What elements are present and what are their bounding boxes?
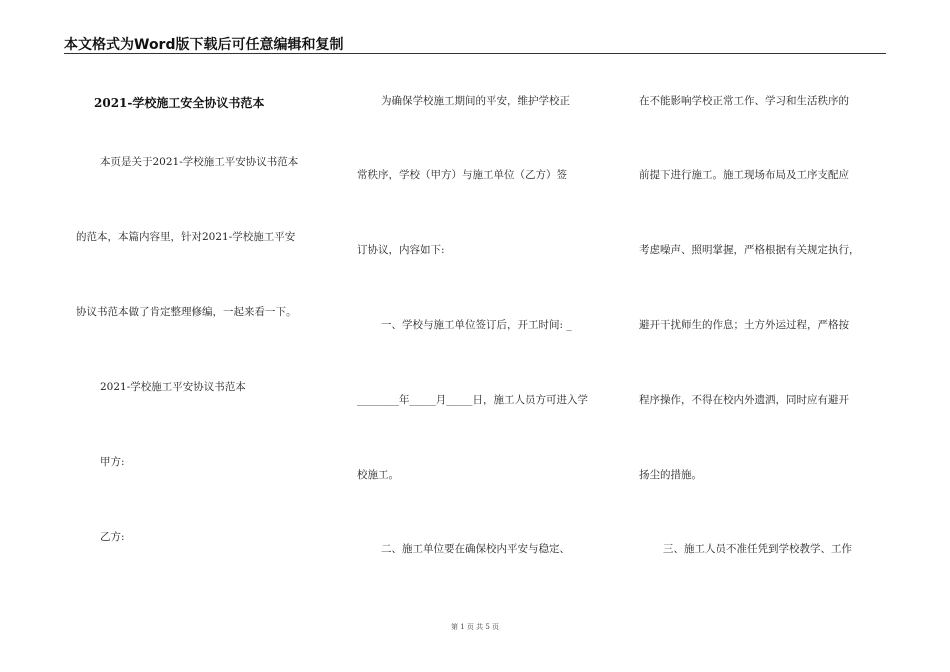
paragraph-line: 2021-学校施工平安协议书范本	[100, 381, 246, 393]
paragraph-line: ________年_____月_____日，施工人员方可进入学	[357, 394, 588, 406]
party-b-label: 乙方:	[100, 531, 125, 543]
document-title: 2021-学校施工安全协议书范本	[94, 96, 265, 110]
paragraph-line: 前提下进行施工。施工现场布局及工序支配应	[639, 169, 849, 181]
paragraph-line: 一、学校与施工单位签订后，开工时间: _	[381, 319, 572, 331]
paragraph-line: 校施工。	[357, 469, 399, 481]
party-a-label: 甲方:	[100, 456, 125, 468]
paragraph-line: 本页是关于2021-学校施工平安协议书范本	[100, 156, 299, 168]
paragraph-line: 扬尘的措施。	[639, 469, 702, 481]
document-header-title: 本文格式为Word版下载后可任意编辑和复制	[64, 37, 344, 53]
paragraph-line: 协议书范本做了肯定整理修编，一起来看一下。	[76, 306, 297, 318]
paragraph-line: 三、施工人员不准任凭到学校教学、工作	[663, 543, 852, 555]
paragraph-line: 的范本，本篇内容里，针对2021-学校施工平安	[76, 231, 296, 243]
paragraph-line: 常秩序，学校（甲方）与施工单位（乙方）签	[357, 169, 567, 181]
paragraph-line: 在不能影响学校正常工作、学习和生活秩序的	[639, 95, 849, 107]
page-number: 第 1 页 共 5 页	[450, 623, 500, 631]
paragraph-line: 订协议，内容如下:	[357, 244, 445, 256]
header-divider	[64, 53, 886, 54]
paragraph-line: 二、施工单位要在确保校内平安与稳定、	[381, 543, 570, 555]
paragraph-line: 考虑噪声、照明掌握，严格根据有关规定执行，	[639, 244, 860, 256]
paragraph-line: 程序操作，不得在校内外遗洒，同时应有避开	[639, 394, 849, 406]
paragraph-line: 为确保学校施工期间的平安，维护学校正	[381, 95, 570, 107]
paragraph-line: 避开干扰师生的作息；土方外运过程，严格按	[639, 319, 849, 331]
